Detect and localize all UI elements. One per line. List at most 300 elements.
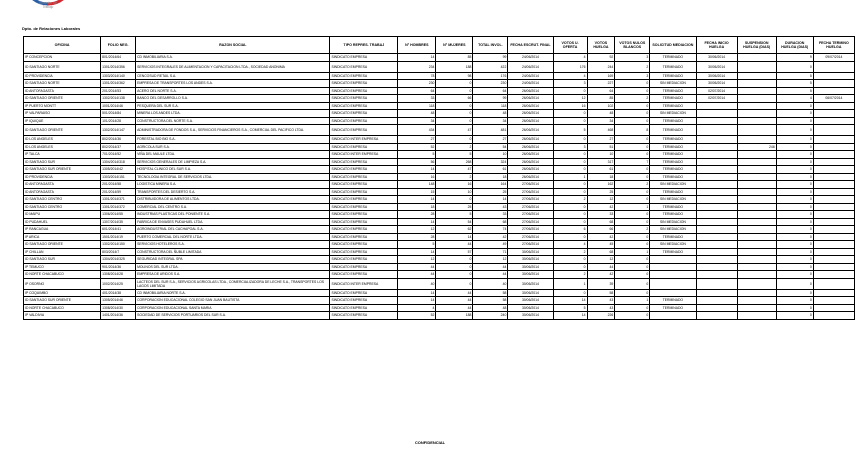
table-cell [737,181,776,189]
table-cell [737,102,776,110]
table-cell: SINDICATO EMPRESA [330,196,398,204]
table-cell: 45 [587,241,615,249]
table-cell: TERMINADO [650,95,696,103]
table-cell: 0 [615,110,650,118]
table-cell: ID NORTE CHACABUCO [24,271,101,279]
table-cell: 0 [553,188,587,196]
table-cell: SINDICATO EMPRESA [330,125,398,136]
table-cell: INDUSTRIAS PLASTICAS DEL PONIENTE S.A. [136,211,330,219]
table-cell: 9 [776,54,813,62]
table-cell [737,188,776,196]
table-cell: 30/06/2014 [508,248,553,256]
table-cell: 0 [553,117,587,125]
table-cell: 14 [436,233,473,241]
table-row [24,166,855,174]
table-cell [737,196,776,204]
table-cell: 176 [473,72,508,80]
logo-line-1: Dirección del [38,1,58,5]
table-cell: 169 [587,72,615,80]
table-cell: 64 [587,87,615,95]
table-cell: 43 [587,297,615,305]
table-cell: ID SANTIAGO SUR ORIENTE [24,166,101,174]
table-cell: 0 [436,110,473,118]
table-cell [650,263,696,271]
table-cell [696,297,737,305]
table-cell: 162 [587,181,615,189]
column-header: SUSPENSION HUELGA (DIAS) [737,37,776,54]
table-cell: 0 [615,136,650,144]
table-cell [696,256,737,264]
table-cell [737,95,776,103]
table-cell: 4 [553,72,587,80]
table-cell: 0 [776,117,813,125]
table-cell: 27/06/2014 [508,181,553,189]
table-cell: 27/06/2014 [508,233,553,241]
table-cell: 0 [553,203,587,211]
table-cell: PUERTO COMERCIAL DEL NORTE LTDA. [136,233,330,241]
table-cell: TERMINADO [650,136,696,144]
table-cell: 30/06/2014 [696,61,737,72]
table-cell: 30/06/2014 [696,72,737,80]
table-cell: 0 [776,110,813,118]
table-cell: 0 [615,102,650,110]
table-cell: 1301/2014/372 [101,203,136,211]
table-cell [696,241,737,249]
table-cell: 0 [615,173,650,181]
table-cell: 481 [473,125,508,136]
table-cell: 0 [553,233,587,241]
table-cell: 25 [436,203,473,211]
table-row [24,188,855,196]
table-cell: 44 [473,263,508,271]
table-cell [813,278,854,289]
table-cell: CORPORACION EDUCACIONAL COLEGIO SAN JUAN BAUTISTA [136,297,330,305]
table-cell: 26/06/2014 [508,95,553,103]
table-cell: 14 [398,196,436,204]
table-cell: 0 [776,61,813,72]
column-header: OFICINA [24,37,101,54]
table-cell: SINDICATO EMPRESA [330,110,398,118]
table-cell: 0 [776,143,813,151]
table-cell: 42 [587,271,615,279]
table-cell: TERMINADO [650,61,696,72]
footer-text: CONFIDENCIAL [414,440,446,445]
table-row [24,54,855,62]
table-row [24,241,855,249]
table-cell: 0 [436,256,473,264]
table-cell: AGROINDUSTRIAL DEL CACHAPOAL S.A. [136,226,330,234]
table-row [24,263,855,271]
table-cell [737,263,776,271]
table-cell: 16 [436,181,473,189]
table-cell: 0 [553,181,587,189]
column-header: N° MUJERES [436,37,473,54]
table-cell: 64 [473,87,508,95]
table-cell: 601/2014/41 [101,226,136,234]
table-row [24,289,855,297]
table-cell: 74 [473,226,508,234]
table-cell: 1305/2014/46 [101,297,136,305]
table-cell: SINDICATO EMPRESA [330,256,398,264]
table-cell: 10 [436,188,473,196]
table-row [24,158,855,166]
table-cell: 09/07/2014 [813,54,854,62]
table-cell: 1 [615,297,650,305]
table-cell: 1 [553,173,587,181]
table-cell: 0 [553,211,587,219]
table-cell [813,312,854,320]
table-cell: 14 [398,248,436,256]
table-cell: SIN MEDIACION [650,196,696,204]
table-cell: 27 [473,136,508,144]
table-row [24,87,855,95]
table-cell: SINDICATO EMPRESA [330,263,398,271]
table-cell [737,226,776,234]
table-cell: SINDICATO EMPRESA [330,87,398,95]
table-cell: 0 [776,263,813,271]
table-cell [696,117,737,125]
table-cell: 0 [776,233,813,241]
table-cell: 30/06/2014 [508,312,553,320]
table-cell: ID MAIPU [24,211,101,219]
table-cell: 66 [587,226,615,234]
table-cell: SERVICIOS HOTELEROS S.A. [136,241,330,249]
table-cell: 85 [436,54,473,62]
table-cell [696,102,737,110]
table-cell: 18 [473,173,508,181]
table-row [24,297,855,305]
table-cell: 434 [398,125,436,136]
table-cell: 401/2014/38 [101,289,136,297]
table-cell: 44 [587,263,615,271]
table-cell [696,188,737,196]
table-cell [696,110,737,118]
table-cell: SIN MEDIACION [650,181,696,189]
table-cell: TERMINADO [650,188,696,196]
table-cell: SINDICATO EMPRESA [330,173,398,181]
table-cell: 268 [436,158,473,166]
table-cell: 26/06/2014 [508,102,553,110]
table-cell: 1301/2014/371 [101,196,136,204]
table-cell: TERMINADO [650,211,696,219]
table-cell: 230 [473,80,508,88]
table-cell: SIN MEDIACION [650,110,696,118]
table-cell: 12 [553,95,587,103]
table-cell: 0 [553,110,587,118]
table-cell: TERMINADO [650,151,696,159]
table-cell: 54 [473,143,508,151]
table-cell: 68 [587,248,615,256]
table-cell: 26/06/2014 [508,143,553,151]
table-cell: 4 [398,304,436,312]
table-cell: TERMINADO [650,143,696,151]
table-row [24,196,855,204]
table-cell: 24/06/2014 [508,80,553,88]
table-cell [737,158,776,166]
table-cell: 26/06/2014 [508,136,553,144]
table-cell: 71 [473,248,508,256]
table-cell: 0 [553,158,587,166]
table-cell: 4 [553,241,587,249]
table-cell: 2 [436,173,473,181]
table-cell: 803/2014/7 [101,248,136,256]
table-cell [737,278,776,289]
table-cell: 99 [473,54,508,62]
table-cell: ID SANTIAGO ORIENTE [24,95,101,103]
table-cell [696,271,737,279]
column-header: TOTAL INVOL. [473,37,508,54]
table-cell [737,125,776,136]
table-row [24,80,855,88]
table-cell [737,241,776,249]
table-cell: SINDICATO EMPRESA [330,117,398,125]
table-cell: 0 [615,218,650,226]
table-cell: 27/06/2014 [508,196,553,204]
table-cell: 14 [553,297,587,305]
table-cell: 48 [473,304,508,312]
table-cell: TERMINADO [650,72,696,80]
table-cell [813,125,854,136]
table-cell: 1304/2014/318 [101,158,136,166]
table-cell [650,289,696,297]
table-cell: 14 [398,297,436,305]
table-cell: 66 [436,95,473,103]
table-cell: 44 [398,271,436,279]
table-cell: 27/06/2014 [508,218,553,226]
table-cell: 25 [473,188,508,196]
table-cell: 26/06/2014 [508,173,553,181]
table-cell: 27/06/2014 [508,203,553,211]
table-cell: SIN MEDIACION [650,241,696,249]
table-cell: 3 [553,143,587,151]
table-cell: 1501/2014/19 [101,233,136,241]
table-cell: 42 [473,233,508,241]
table-cell: 0 [553,256,587,264]
table-cell: 26/06/2014 [508,158,553,166]
table-cell: 16 [553,102,587,110]
table-cell [737,54,776,62]
table-cell [737,203,776,211]
table-cell: 15 [398,188,436,196]
table-cell [813,151,854,159]
table-cell: SINDICATO INTER EMPRESA [330,136,398,144]
table-cell: 5 [436,211,473,219]
table-cell: 0 [615,151,650,159]
table-cell: CONSTRUCTORA DEL NORTE S.A. [136,117,330,125]
table-cell [813,256,854,264]
table-cell: 5 [776,80,813,88]
table-cell: 0 [615,143,650,151]
table-cell: IP CONCEPCION [24,54,101,62]
table-row [24,271,855,279]
table-cell: 40 [473,278,508,289]
table-cell [737,211,776,219]
table-cell [813,87,854,95]
table-cell [813,271,854,279]
table-cell: SINDICATO EMPRESA [330,289,398,297]
table-cell: ID SANTIAGO NORTE [24,80,101,88]
table-cell: SINDICATO EMPRESA [330,166,398,174]
table-cell: 2 [615,61,650,72]
table-cell: TERMINADO [650,158,696,166]
negotiation-table [23,36,855,320]
table-cell: 43 [587,304,615,312]
table-cell: 64 [398,87,436,95]
table-cell [650,312,696,320]
table-cell: IP PUERTO MONTT [24,102,101,110]
table-cell: MINERA LOS ANDES LTDA. [136,110,330,118]
table-cell: ID PUDAHUEL [24,218,101,226]
table-cell: 0 [615,256,650,264]
table-cell: 802/2014/36 [101,136,136,144]
column-header: VOTOS U. OFERTA [553,37,587,54]
table-cell [696,211,737,219]
table-cell: CONSTRUCTORA DEL ÑUBLE LIMITADA [136,248,330,256]
table-cell: 0 [615,80,650,88]
table-cell: SINDICATO EMPRESA [330,158,398,166]
table-cell: 30/06/2014 [696,54,737,62]
table-cell [813,80,854,88]
table-cell: 8 [615,125,650,136]
table-row [24,95,855,103]
table-cell [696,181,737,189]
table-cell: TERMINADO [650,117,696,125]
table-cell [737,248,776,256]
table-cell: FABRICA DE ENVASES PUDAHUEL LTDA. [136,218,330,226]
table-cell: COMERCIAL DEL CENTRO S.A. [136,203,330,211]
table-cell [813,158,854,166]
table-cell [737,297,776,305]
table-cell: 27/06/2014 [508,226,553,234]
table-cell: 44 [473,271,508,279]
table-cell: 30/06/2014 [508,289,553,297]
table-cell: 33 [473,211,508,219]
table-cell: 47 [436,125,473,136]
table-cell: 0 [776,312,813,320]
table-cell: 0 [776,241,813,249]
table-cell: 27/06/2014 [508,211,553,219]
table-cell: 0 [776,188,813,196]
table-cell: 98 [436,72,473,80]
table-cell [813,196,854,204]
table-cell: 118 [398,102,436,110]
table-row [24,312,855,320]
table-cell: 1301/2014/362 [101,80,136,88]
table-cell: ID NORTE CHACABUCO [24,304,101,312]
table-cell [696,196,737,204]
table-cell: 14 [473,196,508,204]
table-cell: 1308/2014/28 [101,271,136,279]
table-cell: 14 [398,166,436,174]
table-cell: 0 [776,211,813,219]
table-cell: ID SANTIAGO CENTRO [24,196,101,204]
table-cell: AGRICOLA SUR S.A. [136,143,330,151]
column-header: RAZON SOCIAL [136,37,330,54]
table-cell: 0 [776,125,813,136]
table-cell: 802/2014/37 [101,143,136,151]
column-header: VOTOS HUELGA [587,37,615,54]
table-cell [696,278,737,289]
table-cell: 18 [398,203,436,211]
table-cell: 33 [587,211,615,219]
table-cell: SERVICIOS GENERALES DE LIMPIEZA S.A. [136,158,330,166]
table-cell: 0 [615,188,650,196]
table-cell: 0 [615,304,650,312]
table-cell [737,151,776,159]
table-row [24,72,855,80]
table-cell: 0 [615,211,650,219]
table-cell: IP OSORNO [24,278,101,289]
table-cell [737,110,776,118]
table-cell [696,158,737,166]
table-cell: SINDICATO EMPRESA [330,248,398,256]
column-header: TIPO REPRES. TRABAJ [330,37,398,54]
table-row [24,248,855,256]
table-cell: 39 [587,278,615,289]
table-cell: 02/07/2014 [696,87,737,95]
table-cell: 101/2014/28 [101,117,136,125]
table-cell: 12 [398,226,436,234]
table-cell [813,181,854,189]
table-cell: 3 [615,72,650,80]
table-cell: 0 [436,196,473,204]
table-cell: SINDICATO EMPRESA [330,233,398,241]
logo-caption [22,1,74,9]
table-cell: LOGISTICA MINERA S.A. [136,181,330,189]
table-cell: IP ARICA [24,233,101,241]
table-cell: 47 [436,166,473,174]
table-cell: ACERO DEL NORTE S.A. [136,87,330,95]
table-cell: 44 [436,304,473,312]
table-cell: ID SANTIAGO ORIENTE [24,241,101,249]
table-cell: 1306/2014/55 [101,211,136,219]
table-cell: ID LOS ANGELES [24,136,101,144]
table-cell: 62 [436,226,473,234]
table-row [24,143,855,151]
table-cell: 27 [587,136,615,144]
table-cell [737,173,776,181]
table-cell: SINDICATO EMPRESA [330,95,398,103]
table-cell: 118 [473,102,508,110]
table-cell: 0 [776,256,813,264]
table-cell: SINDICATO EMPRESA [330,181,398,189]
table-cell: 14 [398,218,436,226]
table-cell: 0 [615,263,650,271]
table-cell [696,173,737,181]
table-cell: 12 [398,256,436,264]
table-cell: 0 [776,151,813,159]
table-cell: SEGURIDAD INTEGRAL SPA [136,256,330,264]
table-cell [813,102,854,110]
column-header: N° HOMBRES [398,37,436,54]
table-cell: 26/06/2014 [508,125,553,136]
table-cell: TRANSPORTES DEL DESIERTO S.A. [136,188,330,196]
table-cell [696,233,737,241]
column-header: FECHA TERMINO HUELGA [813,37,854,54]
table-cell: 102 [587,102,615,110]
table-cell: 0 [436,263,473,271]
table-cell: 1303/2014/151 [101,173,136,181]
table-row [24,181,855,189]
table-cell: 0 [776,289,813,297]
table-cell: 57 [436,248,473,256]
table-cell: 14 [553,312,587,320]
table-cell: 0 [436,271,473,279]
table-cell: IP RANCAGUA [24,226,101,234]
table-cell: TERMINADO [650,203,696,211]
table-cell: TERMINADO [650,125,696,136]
table-cell: 0 [553,263,587,271]
